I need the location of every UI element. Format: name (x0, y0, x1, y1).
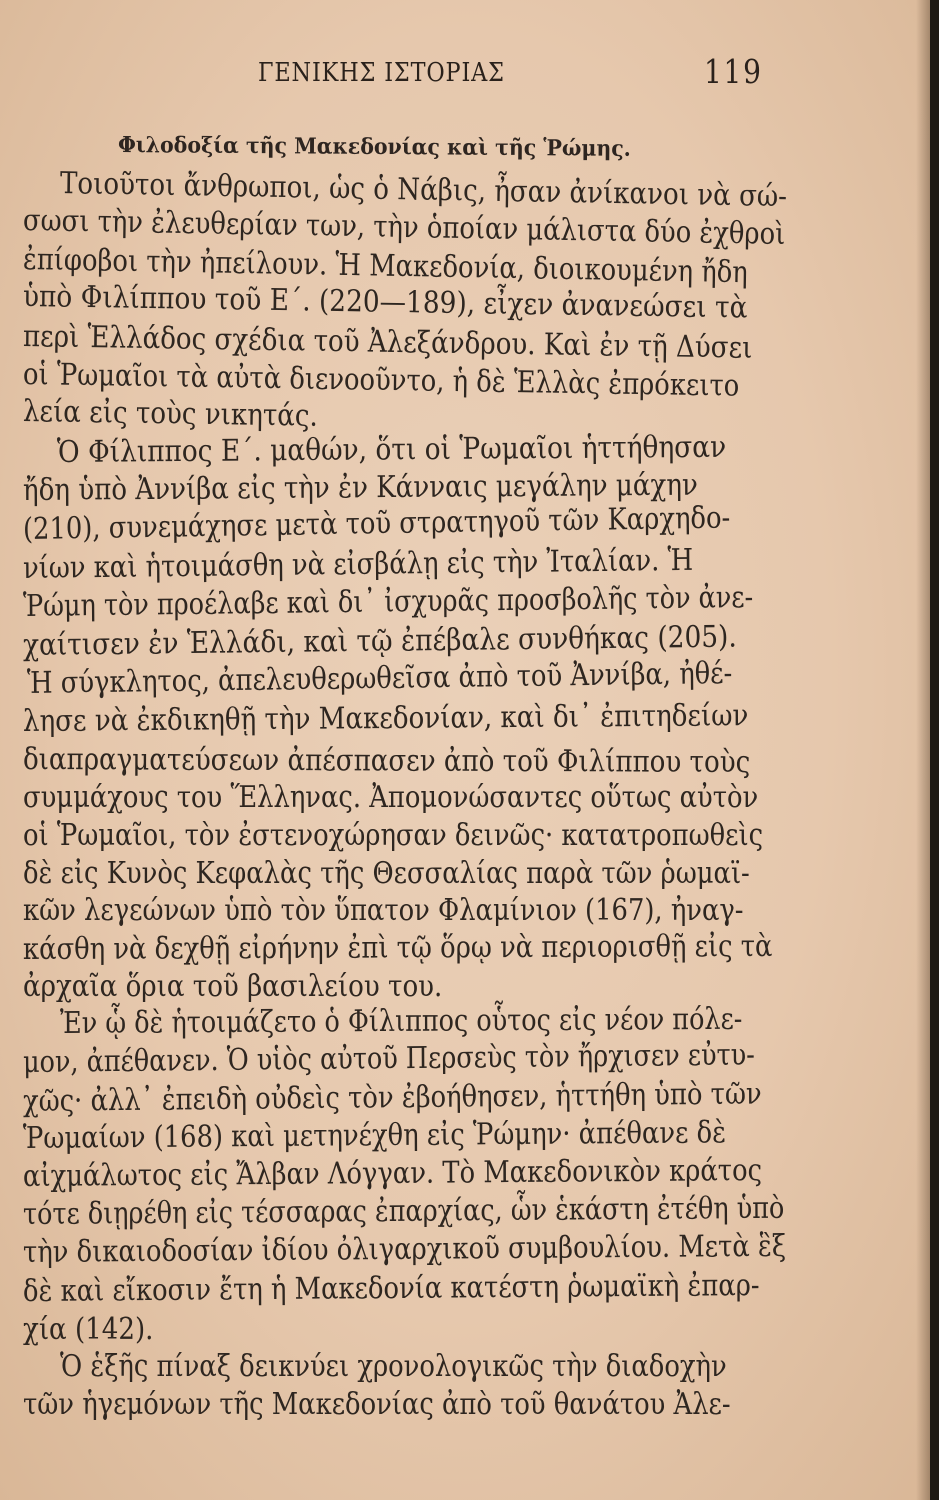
text-line: λεία εἰς τοὺς νικητάς. (22, 394, 319, 434)
text-line: Ἡ σύγκλητος, ἀπελευθερωθεῖσα ἀπὸ τοῦ Ἀννίβα, ἠθέ- (26, 655, 733, 701)
text-line: Ἐν ᾧ δὲ ἡτοιμάζετο ὁ Φίλιππος οὗτος εἰς νέον πόλε- (59, 1001, 743, 1041)
text-line: χία (142). (23, 1312, 154, 1347)
text-line: ἤδη ὑπὸ Ἀννίβα εἰς τὴν ἐν Κάνναις μεγάλην μάχην (22, 467, 698, 508)
text-line: τὴν δικαιοδοσίαν ἰδίου ὀλιγαρχικοῦ συμβουλίου. Μετὰ ἓξ (22, 1228, 787, 1270)
text-line: νίων καὶ ἡτοιμάσθη νὰ εἰσβάλῃ εἰς τὴν Ἰταλίαν. Ἡ (22, 542, 694, 586)
text-line: σωσι τὴν ἐλευθερίαν των, τὴν ὁποίαν μάλιστα δύο ἐχθροὶ (22, 203, 786, 252)
text-line: Ῥωμαίων (168) καὶ μετηνέχθη εἰς Ῥώμην· ἀπέθανε δὲ (22, 1115, 727, 1156)
page-header (0, 52, 930, 92)
text-line: δὲ καὶ εἴκοσιν ἔτη ἡ Μακεδονία κατέστη ῥωμαϊκὴ ἐπαρ- (22, 1268, 760, 1309)
text-line: τότε διῃρέθη εἰς τέσσαρας ἐπαρχίας, ὧν ἑκάστη ἐτέθη ὑπὸ (22, 1190, 785, 1232)
text-line: περὶ Ἑλλάδος σχέδια τοῦ Ἀλεξάνδρου. Καὶ ἐν τῇ Δύσει (22, 319, 753, 366)
text-line: Ὁ Φίλιππος Ε΄. μαθών, ὅτι οἱ Ῥωμαῖοι ἡττήθησαν (56, 429, 727, 470)
text-line: Ῥώμη τὸν προέλαβε καὶ δι᾽ ἰσχυρᾶς προσβολῆς τὸν ἀνε- (22, 580, 754, 624)
section-heading: Φιλοδοξία τῆς Μακεδονίας καὶ τῆς Ῥώμης. (117, 132, 631, 162)
text-line: Τοιοῦτοι ἄνθρωποι, ὡς ὁ Νάβις, ἦσαν ἀνίκανοι νὰ σώ- (59, 166, 788, 215)
text-line: χαίτισεν ἐν Ἑλλάδι, καὶ τῷ ἐπέβαλε συνθήκας (205). (22, 619, 737, 663)
running-title: ΓΕΝΙΚΗΣ ΙΣΤΟΡΙΑΣ (258, 58, 505, 88)
text-line: (210), συνεμάχησε μετὰ τοῦ στρατηγοῦ τῶν Καρχηδο- (22, 500, 731, 547)
text-line: συμμάχους του Ἕλληνας. Ἀπομονώσαντες οὕτως αὐτὸν (23, 780, 759, 815)
page-number: 119 (704, 52, 763, 91)
text-line: κάσθη νὰ δεχθῇ εἰρήνην ἐπὶ τῷ ὅρῳ νὰ περιορισθῇ εἰς τὰ (22, 928, 773, 967)
text-line: Ὁ ἑξῆς πίναξ δεικνύει χρονολογικῶς τὴν διαδοχὴν (60, 1349, 727, 1384)
text-line: λησε νὰ ἐκδικηθῇ τὴν Μακεδονίαν, καὶ δι᾽ ἐπιτηδείων (22, 698, 749, 739)
text-line: τῶν ἡγεμόνων τῆς Μακεδονίας ἀπὸ τοῦ θανάτου Ἀλε- (23, 1387, 731, 1422)
text-line: κῶν λεγεώνων ὑπὸ τὸν ὕπατον Φλαμίνιον (167), ἠναγ- (23, 893, 744, 928)
text-line: ὑπὸ Φιλίππου τοῦ Ε΄. (220—189), εἶχεν ἀνανεώσει τὰ (22, 279, 748, 326)
text-line: ἀρχαῖα ὅρια τοῦ βασιλείου του. (23, 969, 443, 1004)
body-text (0, 165, 930, 1422)
text-line: διαπραγματεύσεων ἀπέσπασεν ἀπὸ τοῦ Φιλίππου τοὺς (22, 742, 751, 780)
text-line: αἰχμάλωτος εἰς Ἄλβαν Λόγγαν. Τὸ Μακεδονικὸν κράτος (22, 1153, 763, 1194)
text-line: μον, ἀπέθανεν. Ὁ υἱὸς αὐτοῦ Περσεὺς τὸν ἤρχισεν εὐτυ- (22, 1037, 755, 1080)
text-line: οἱ Ῥωμαῖοι τὰ αὐτὰ διενοοῦντο, ἡ δὲ Ἑλλὰς ἐπρόκειτο (22, 357, 740, 404)
text-line: ἐπίφοβοι τὴν ἠπείλουν. Ἡ Μακεδονία, διοικουμένη ἤδη (22, 242, 748, 291)
text-line: χῶς· ἀλλ᾽ ἐπειδὴ οὐδεὶς τὸν ἐβοήθησεν, ἡττήθη ὑπὸ τῶν (22, 1076, 762, 1119)
text-line: οἱ Ῥωμαῖοι, τὸν ἐστενοχώρησαν δεινῶς· κατατροπωθεὶς (23, 818, 764, 853)
text-line: δὲ εἰς Κυνὸς Κεφαλὰς τῆς Θεσσαλίας παρὰ τῶν ῥωμαϊ- (23, 856, 750, 891)
